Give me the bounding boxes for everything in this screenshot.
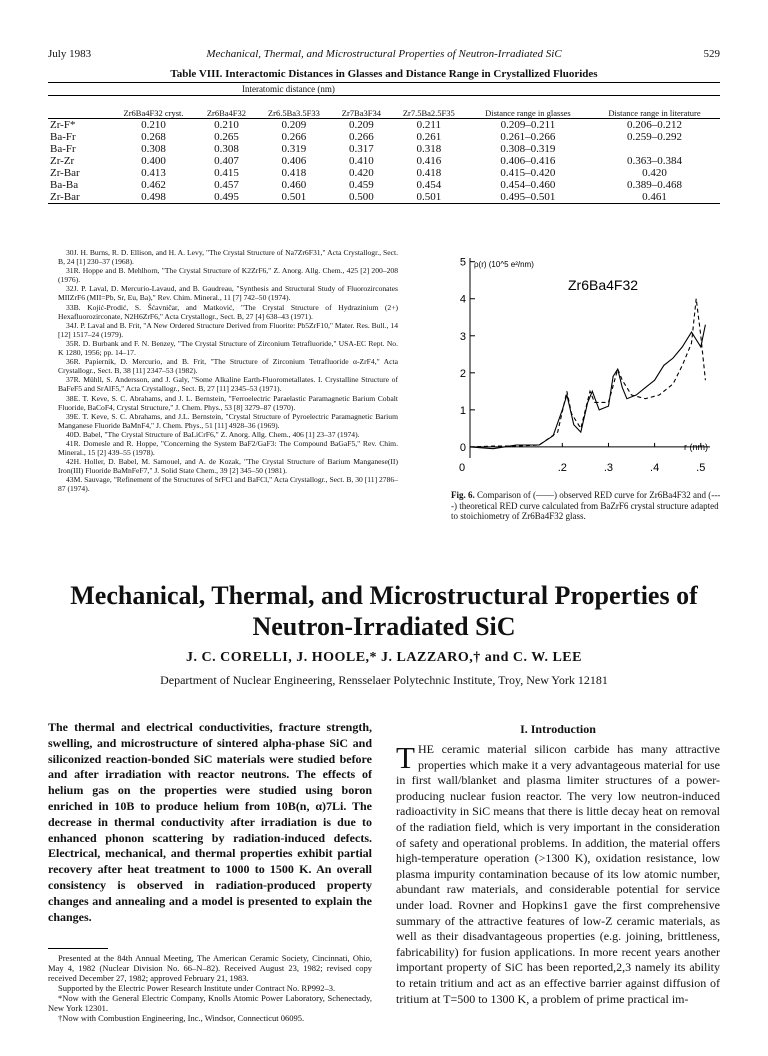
table-cell: 0.406 — [281, 154, 307, 167]
table-cell: 0.407 — [214, 154, 239, 167]
figure-caption-label: Fig. 6. — [451, 490, 475, 500]
figure-caption-text: Comparison of (——) observed RED curve for Zr6Ba4F32 and (----) theoretical RED curve calculated from BaZrF6 crystal structure adapted to stoichiometry of Zr6Ba4F32 glass. — [451, 490, 721, 521]
reference-item: 41R. Domesle and R. Hoppe, "Concerning the System BaF2/GaF3: The Compound BaGaF5," Rev. Chim. Mineral., 15 [2] 439–55 (1978). — [58, 438, 398, 458]
table-cell: 0.209 — [281, 118, 307, 131]
table-cell: 0.406–0.416 — [500, 154, 556, 167]
table-column-headers — [48, 96, 720, 119]
reference-item: 37R. Mühll, S. Andersson, and J. Galy, "Some Alkaline Earth-Fluorometallates. I. Crystalline Structure of BaFeF5 and SrAlF5," Acta Crystallogr., Sect. B, 27 [11] 2345–53 (1971). — [58, 375, 398, 394]
x-tick-label: 0 — [458, 462, 466, 474]
table-row — [48, 131, 720, 143]
article-affiliation: Department of Nuclear Engineering, Rensselaer Polytechnic Institute, Troy, New York 12181 — [160, 673, 608, 687]
reference-item: 35R. D. Burbank and F. N. Benzey, "The Crystal Structure of Zirconium Tetrafluoride," USA-EC Rept. No. K 1280, 1956; pp. 14–17. — [58, 338, 398, 358]
table-row — [48, 179, 720, 191]
intro-smallcaps: HE — [417, 742, 434, 756]
table-column-header: Zr6Ba4F32 — [197, 96, 256, 119]
table-cell: 0.500 — [332, 191, 391, 204]
table-cell: 0.420 — [348, 166, 374, 179]
article-title-line2: Neutron-Irradiated SiC — [252, 612, 516, 641]
table-cell: 0.418 — [281, 166, 307, 179]
table-cell: 0.495 — [197, 191, 256, 204]
red-curve-chart — [448, 250, 718, 480]
article-title — [0, 580, 768, 642]
y-tick-label: 3 — [459, 330, 466, 343]
table-cell: 0.259–0.292 — [626, 130, 682, 143]
header-page-number: 529 — [703, 48, 720, 60]
y-tick-label: 0 — [459, 441, 466, 454]
table-column-header: Zr7Ba3F34 — [332, 96, 391, 119]
table-row — [48, 191, 720, 204]
y-tick-label: 4 — [459, 293, 466, 306]
table-row-label: Zr-Bar — [50, 166, 80, 179]
table-cell: 0.206–0.212 — [626, 118, 682, 131]
figure-caption — [451, 490, 721, 522]
table-cell: 0.308 — [214, 142, 239, 155]
table-column-header: Distance range in literature — [589, 96, 720, 119]
table-cell: 0.318 — [416, 142, 442, 155]
x-tick-label: .4 — [650, 462, 660, 474]
table-cell: 0.319 — [281, 142, 307, 155]
y-tick-label: 5 — [459, 256, 466, 269]
table-column-header: Zr6.5Ba3.5F33 — [256, 96, 332, 119]
table-cell: 0.308 — [141, 142, 166, 155]
y-tick-label: 1 — [459, 404, 466, 417]
article-title-line1: Mechanical, Thermal, and Microstructural Properties of — [70, 581, 698, 610]
table-cell: 0.410 — [348, 154, 374, 167]
table-cell: 0.415–0.420 — [500, 166, 556, 179]
footnote-rule — [48, 948, 108, 949]
table-cell: 0.501 — [391, 191, 467, 204]
article-authors: J. C. CORELLI, J. HOOLE,* J. LAZZARO,† and C. W. LEE — [186, 650, 582, 665]
table-row-label: Zr-F* — [50, 118, 76, 131]
reference-item: 42H. Holler, D. Babel, M. Samouel, and A. de Kozak, "The Crystal Structure of Barium Manganese(II) Iron(III) Fluoride BaMnFeF7," J. Solid State Chem., 39 [2] 345–50 (1981). — [58, 457, 398, 476]
distance-table — [48, 82, 720, 204]
table-cell: 0.457 — [214, 178, 239, 191]
table-row-label: Ba-Fr — [50, 142, 76, 155]
table-cell: 0.266 — [348, 130, 374, 143]
table-cell: 0.501 — [256, 191, 332, 204]
reference-item: 30J. H. Burns, R. D. Ellison, and H. A. Levy, "The Crystal Structure of Na7Zr6F31," Acta Crystallogr., Sect. B, 24 [1] 230–37 (1968). — [58, 248, 398, 267]
reference-item: 34J. P. Laval and B. Frit, "A New Ordered Structure Derived from Fluorite: Pb5ZrF10," Mater. Res. Bull., 14 [12] 1517–24 (1979). — [58, 320, 398, 339]
table-body — [48, 119, 720, 204]
table-column-header — [48, 96, 110, 119]
table-cell: 0.211 — [416, 118, 441, 131]
table-cell: 0.420 — [642, 166, 667, 179]
reference-item: 36R. Papiernik, D. Mercurio, and B. Frit, "The Structure of Zirconium Tetrafluoride α-ZrF4," Acta Crystallogr., Sect. B, 38 [11] 2347–53 (1982). — [58, 357, 398, 376]
table-cell — [589, 143, 720, 155]
chart-annotation: Zr6Ba4F32 — [568, 277, 639, 293]
header-date: July 1983 — [48, 48, 92, 60]
table-cell: 0.261–0.266 — [500, 130, 556, 143]
table-row-label: Ba-Fr — [50, 130, 76, 143]
footnote-item: Presented at the 84th Annual Meeting, The American Ceramic Society, Cincinnati, Ohio, May 4, 1982 (Nuclear Division No. 66–N–82). Received August 23, 1982; revised copy received December 27, 1982; approved February 21, 1983. — [48, 953, 372, 983]
table-cell: 0.460 — [281, 178, 307, 191]
table-cell: 0.317 — [348, 142, 374, 155]
table-cell: 0.454–0.460 — [500, 178, 556, 191]
reference-item: 39E. T. Keve, S. C. Abrahams, and J.L. Bernstein, "Crystal Structure of Pyroelectric Paramagnetic Barium Manganese Fluoride BaMnF4," J. Chem. Phys., 51 [11] 4928–36 (1969). — [58, 411, 398, 430]
table-row — [48, 155, 720, 167]
table-cell: 0.209 — [348, 118, 374, 131]
article-abstract: The thermal and electrical conductivities, fracture strength, swelling, and microstructure of sintered alpha-phase SiC and siliconized reaction-bonded SiC materials were studied before and after irradiation with reactor neutrons. The effects of helium gas on the properties were studied using boron enriched in 10B to produce helium from 10B(n, α)7Li. The decrease in thermal conductivity after irradiation is due to enhanced phonon scattering by radiation-induced defects. Electrical, mechanical, and thermal properties exhibit partial recovery after heat treatment to 1000 to 1500 K. An overall consistency is observed in radiation-produced property changes and annealing and a model is presented to explain the changes. — [48, 720, 372, 924]
table-cell: 0.400 — [141, 154, 166, 167]
footnote-item: †Now with Combustion Engineering, Inc., Windsor, Connecticut 06095. — [58, 1013, 305, 1023]
y-tick-label: 2 — [459, 367, 466, 380]
table-cell: 0.454 — [416, 178, 442, 191]
reference-item: 38E. T. Keve, S. C. Abrahams, and J. L. Bernstein, "Ferroelectric Paraelastic Paramagnetic Barium Cobalt Fluoride, BaCoF4, Crystal Structure," J. Chem. Phys., 53 [8] 3279–87 (1970). — [58, 393, 398, 412]
y-axis-label: ρ(r) (10^5 e²/nm) — [474, 260, 534, 269]
table-cell: 0.210 — [141, 118, 166, 131]
table-cell: 0.209–0.211 — [500, 118, 556, 131]
table-cell: 0.308–0.319 — [500, 142, 556, 155]
footnote-item: *Now with the General Electric Company, Knolls Atomic Power Laboratory, Schenectady, New York 12301. — [48, 993, 372, 1013]
table-row-label: Ba-Ba — [50, 178, 79, 191]
table-stub-header — [48, 83, 110, 96]
table-cell: 0.462 — [141, 178, 166, 191]
intro-body: ceramic material silicon carbide has many attractive properties which make it a very advantageous material for use in first wall/blanket and plasma limiter structures of a power-producing nuclear fusion reactor. The very low neutron-induced radioactivity in SiC means that there is little decay heat on removal of the radiation field, which is very important in the consideration of safety and operational problems. In addition, the material offers high-temperature operation (>1300 K), oxidation resistance, low plasma impurity contamination because of its low atomic number, abundant raw materials, and considerable potential for service under load. Rovner and Hopkins1 gave the first comprehensive summary of the attractive features of low-Z ceramic materials, as well as their disadvantageous properties (e.g. joining, brittleness, fabricability) for fusion applications. In more recent years another important property of SiC has been reported,2,3 namely its ability to retain tritium and act as an effective barrier against diffusion of tritium at T=500 to 1300 K, a problem of prime practical im- — [396, 742, 720, 1006]
section-heading: I. Introduction — [520, 722, 596, 736]
reference-item: 43M. Sauvage, "Refinement of the Structures of SrFCl and BaFCl," Acta Crystallogr., Sect. B, 30 [11] 2786–87 (1974). — [58, 475, 398, 494]
table-row — [48, 167, 720, 179]
drop-cap: T — [396, 740, 415, 775]
x-tick-label: .2 — [557, 462, 567, 474]
table-cell: 0.495–0.501 — [467, 191, 589, 204]
table-cell: 0.415 — [214, 166, 239, 179]
table-column-header: Zr7.5Ba2.5F35 — [391, 96, 467, 119]
footnotes — [48, 953, 372, 1023]
table-cell: 0.363–0.384 — [626, 154, 682, 167]
table-cell: 0.418 — [416, 166, 442, 179]
table-cell: 0.498 — [110, 191, 197, 204]
table-cell: 0.265 — [214, 130, 239, 143]
x-tick-label: .3 — [603, 462, 614, 474]
x-axis-label: r (nm) — [684, 442, 708, 452]
table-row — [48, 119, 720, 132]
table-cell: 0.261 — [416, 130, 442, 143]
table-cell: 0.461 — [589, 191, 720, 204]
table-row — [48, 143, 720, 155]
table-cell: 0.266 — [281, 130, 307, 143]
x-tick-label: .5 — [696, 462, 706, 474]
table-group-header: Interatomic distance (nm) — [110, 83, 467, 96]
introduction-text — [396, 742, 720, 1007]
table-row-label: Zr-Bar — [48, 191, 110, 204]
theoretical-red-curve — [470, 299, 705, 447]
reference-item: 32J. P. Laval, D. Mercurio-Lavaud, and B. Gaudreau, "Synthesis and Structural Study of Fluorozirconates MIIZrF6 (MII=Pb, Sr, Eu, Ba)," Rev. Chim. Mineral., 11 [7] 742–50 (1974). — [58, 284, 398, 303]
table-column-header: Distance range in glasses — [467, 96, 589, 119]
table-cell: 0.416 — [416, 154, 442, 167]
table-caption: Table VIII. Interactomic Distances in Glasses and Distance Range in Crystallized Fluorides — [170, 68, 598, 80]
reference-item: 40D. Babel, "The Crystal Structure of BaLiCrF6," Z. Anorg. Allg. Chem., 406 [1] 23–37 (1974). — [66, 429, 360, 439]
header-running-title: Mechanical, Thermal, and Microstructural Properties of Neutron-Irradiated SiC — [206, 48, 562, 60]
table-cell: 0.389–0.468 — [626, 178, 682, 191]
reference-item: 31R. Hoppe and B. Mehlhorn, "The Crystal Structure of K2ZrF6," Z. Anorg. Allg. Chem., 425 [2] 200–208 (1976). — [58, 266, 398, 285]
table-column-header: Zr6Ba4F32 cryst. — [110, 96, 197, 119]
reference-item: 33B. Kojić-Prodić, S. Šćavničar, and Matković, "The Crystal Structure of Hydrazinium (2+) Hexafluorozirconate, N2H6ZrF6," Acta Crystallogr., Sect. B, 27 [4] 638–43 (1971). — [58, 302, 398, 321]
table-row-label: Zr-Zr — [50, 154, 75, 167]
footnote-item: Supported by the Electric Power Research Institute under Contract No. RP992–3. — [58, 983, 336, 993]
reference-list — [58, 248, 398, 494]
table-cell: 0.268 — [141, 130, 166, 143]
table-cell: 0.413 — [141, 166, 166, 179]
table-cell: 0.459 — [348, 178, 374, 191]
table-cell: 0.210 — [214, 118, 239, 131]
